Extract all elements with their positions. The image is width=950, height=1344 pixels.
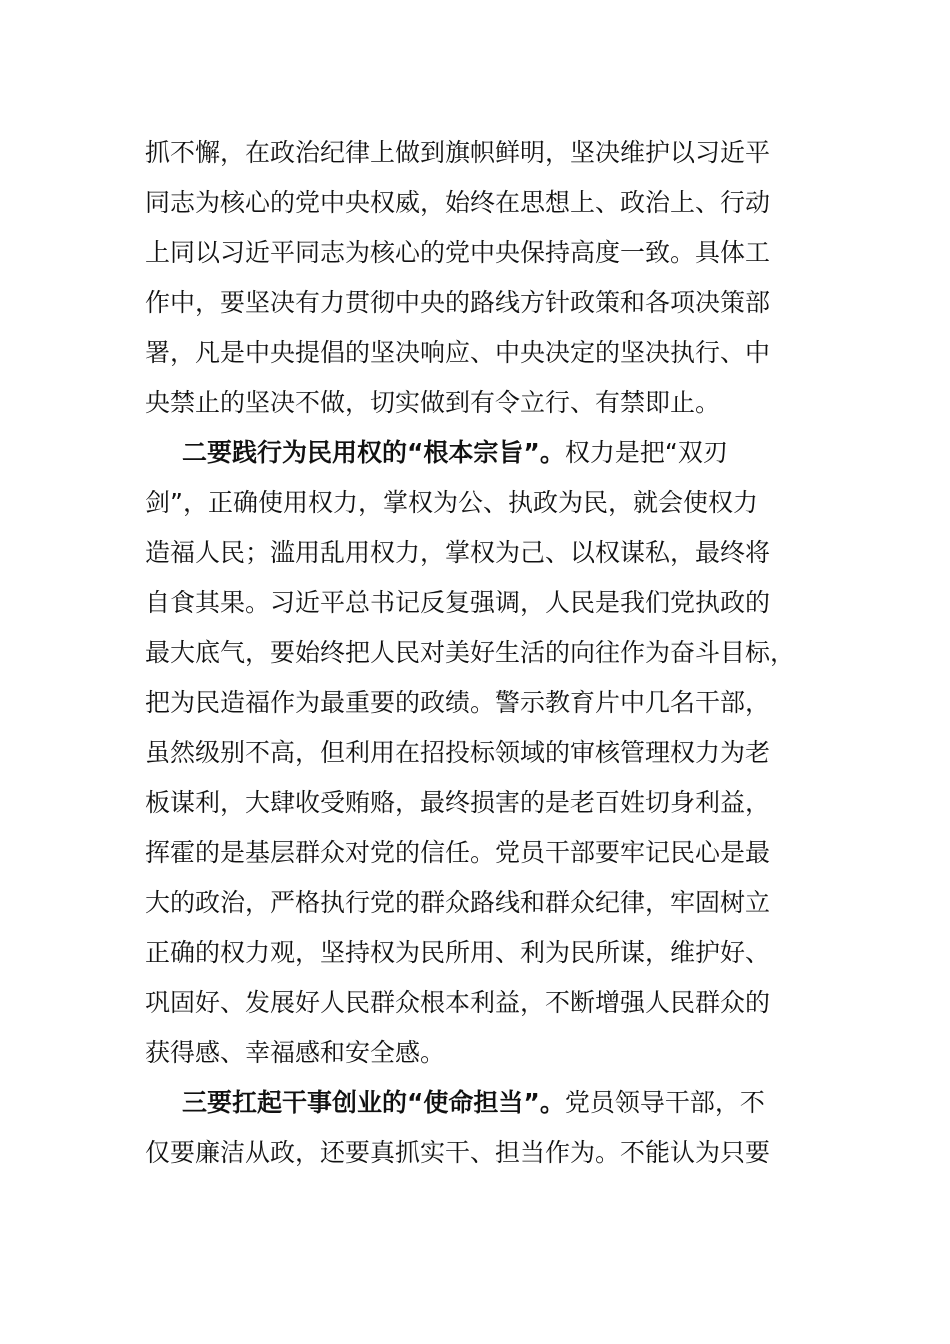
paragraph-1-line-6: 央禁止的坚决不做，切实做到有令立行、有禁即止。 <box>145 388 721 417</box>
paragraph-2-line-4: 自食其果。习近平总书记反复强调，人民是我们党执政的 <box>145 588 771 617</box>
paragraph-1-line-2: 同志为核心的党中央权威，始终在思想上、政治上、行动 <box>145 188 771 217</box>
paragraph-2-line-2: 剑”，正确使用权力，掌权为公、执政为民，就会使权力 <box>145 488 758 517</box>
paragraph-2-line-6: 把为民造福作为最重要的政绩。警示教育片中几名干部， <box>145 688 771 717</box>
paragraph-1-line-4: 作中，要坚决有力贯彻中央的路线方针政策和各项决策部 <box>145 288 771 317</box>
paragraph-3-first-line-text: 党员领导干部，不 <box>564 1088 765 1117</box>
paragraph-2-heading: 二要践行为民用权的“根本宗旨”。 <box>182 438 565 467</box>
paragraph-2-line-8: 板谋利，大肆收受贿赂，最终损害的是老百姓切身利益， <box>145 788 771 817</box>
paragraph-2-first-line <box>182 428 728 478</box>
paragraph-2-line-12: 巩固好、发展好人民群众根本利益，不断增强人民群众的 <box>145 988 771 1017</box>
paragraph-2-line-7: 虽然级别不高，但利用在招投标领域的审核管理权力为老 <box>145 738 771 767</box>
paragraph-3-first-line <box>182 1078 765 1128</box>
paragraph-2-first-line-text: 权力是把“双刃 <box>564 438 728 467</box>
paragraph-3-heading: 三要扛起干事创业的“使命担当”。 <box>182 1088 565 1117</box>
paragraph-3-line-2: 仅要廉洁从政，还要真抓实干、担当作为。不能认为只要 <box>145 1138 771 1167</box>
paragraph-2-line-9: 挥霍的是基层群众对党的信任。党员干部要牢记民心是最 <box>145 838 771 867</box>
paragraph-2-line-5: 最大底气，要始终把人民对美好生活的向往作为奋斗目标， <box>145 638 796 667</box>
paragraph-2-line-3: 造福人民；滥用乱用权力，掌权为己、以权谋私，最终将 <box>145 538 771 567</box>
paragraph-2-line-10: 大的政治，严格执行党的群众路线和群众纪律，牢固树立 <box>145 888 771 917</box>
paragraph-2-line-11: 正确的权力观，坚持权为民所用、利为民所谋，维护好、 <box>145 938 771 967</box>
paragraph-1-line-3: 上同以习近平同志为核心的党中央保持高度一致。具体工 <box>145 238 771 267</box>
paragraph-2-line-13: 获得感、幸福感和安全感。 <box>145 1038 446 1067</box>
paragraph-1-line-1: 抓不懈，在政治纪律上做到旗帜鲜明，坚决维护以习近平 <box>145 138 771 167</box>
paragraph-1-line-5: 署，凡是中央提倡的坚决响应、中央决定的坚决执行、中 <box>145 338 771 367</box>
